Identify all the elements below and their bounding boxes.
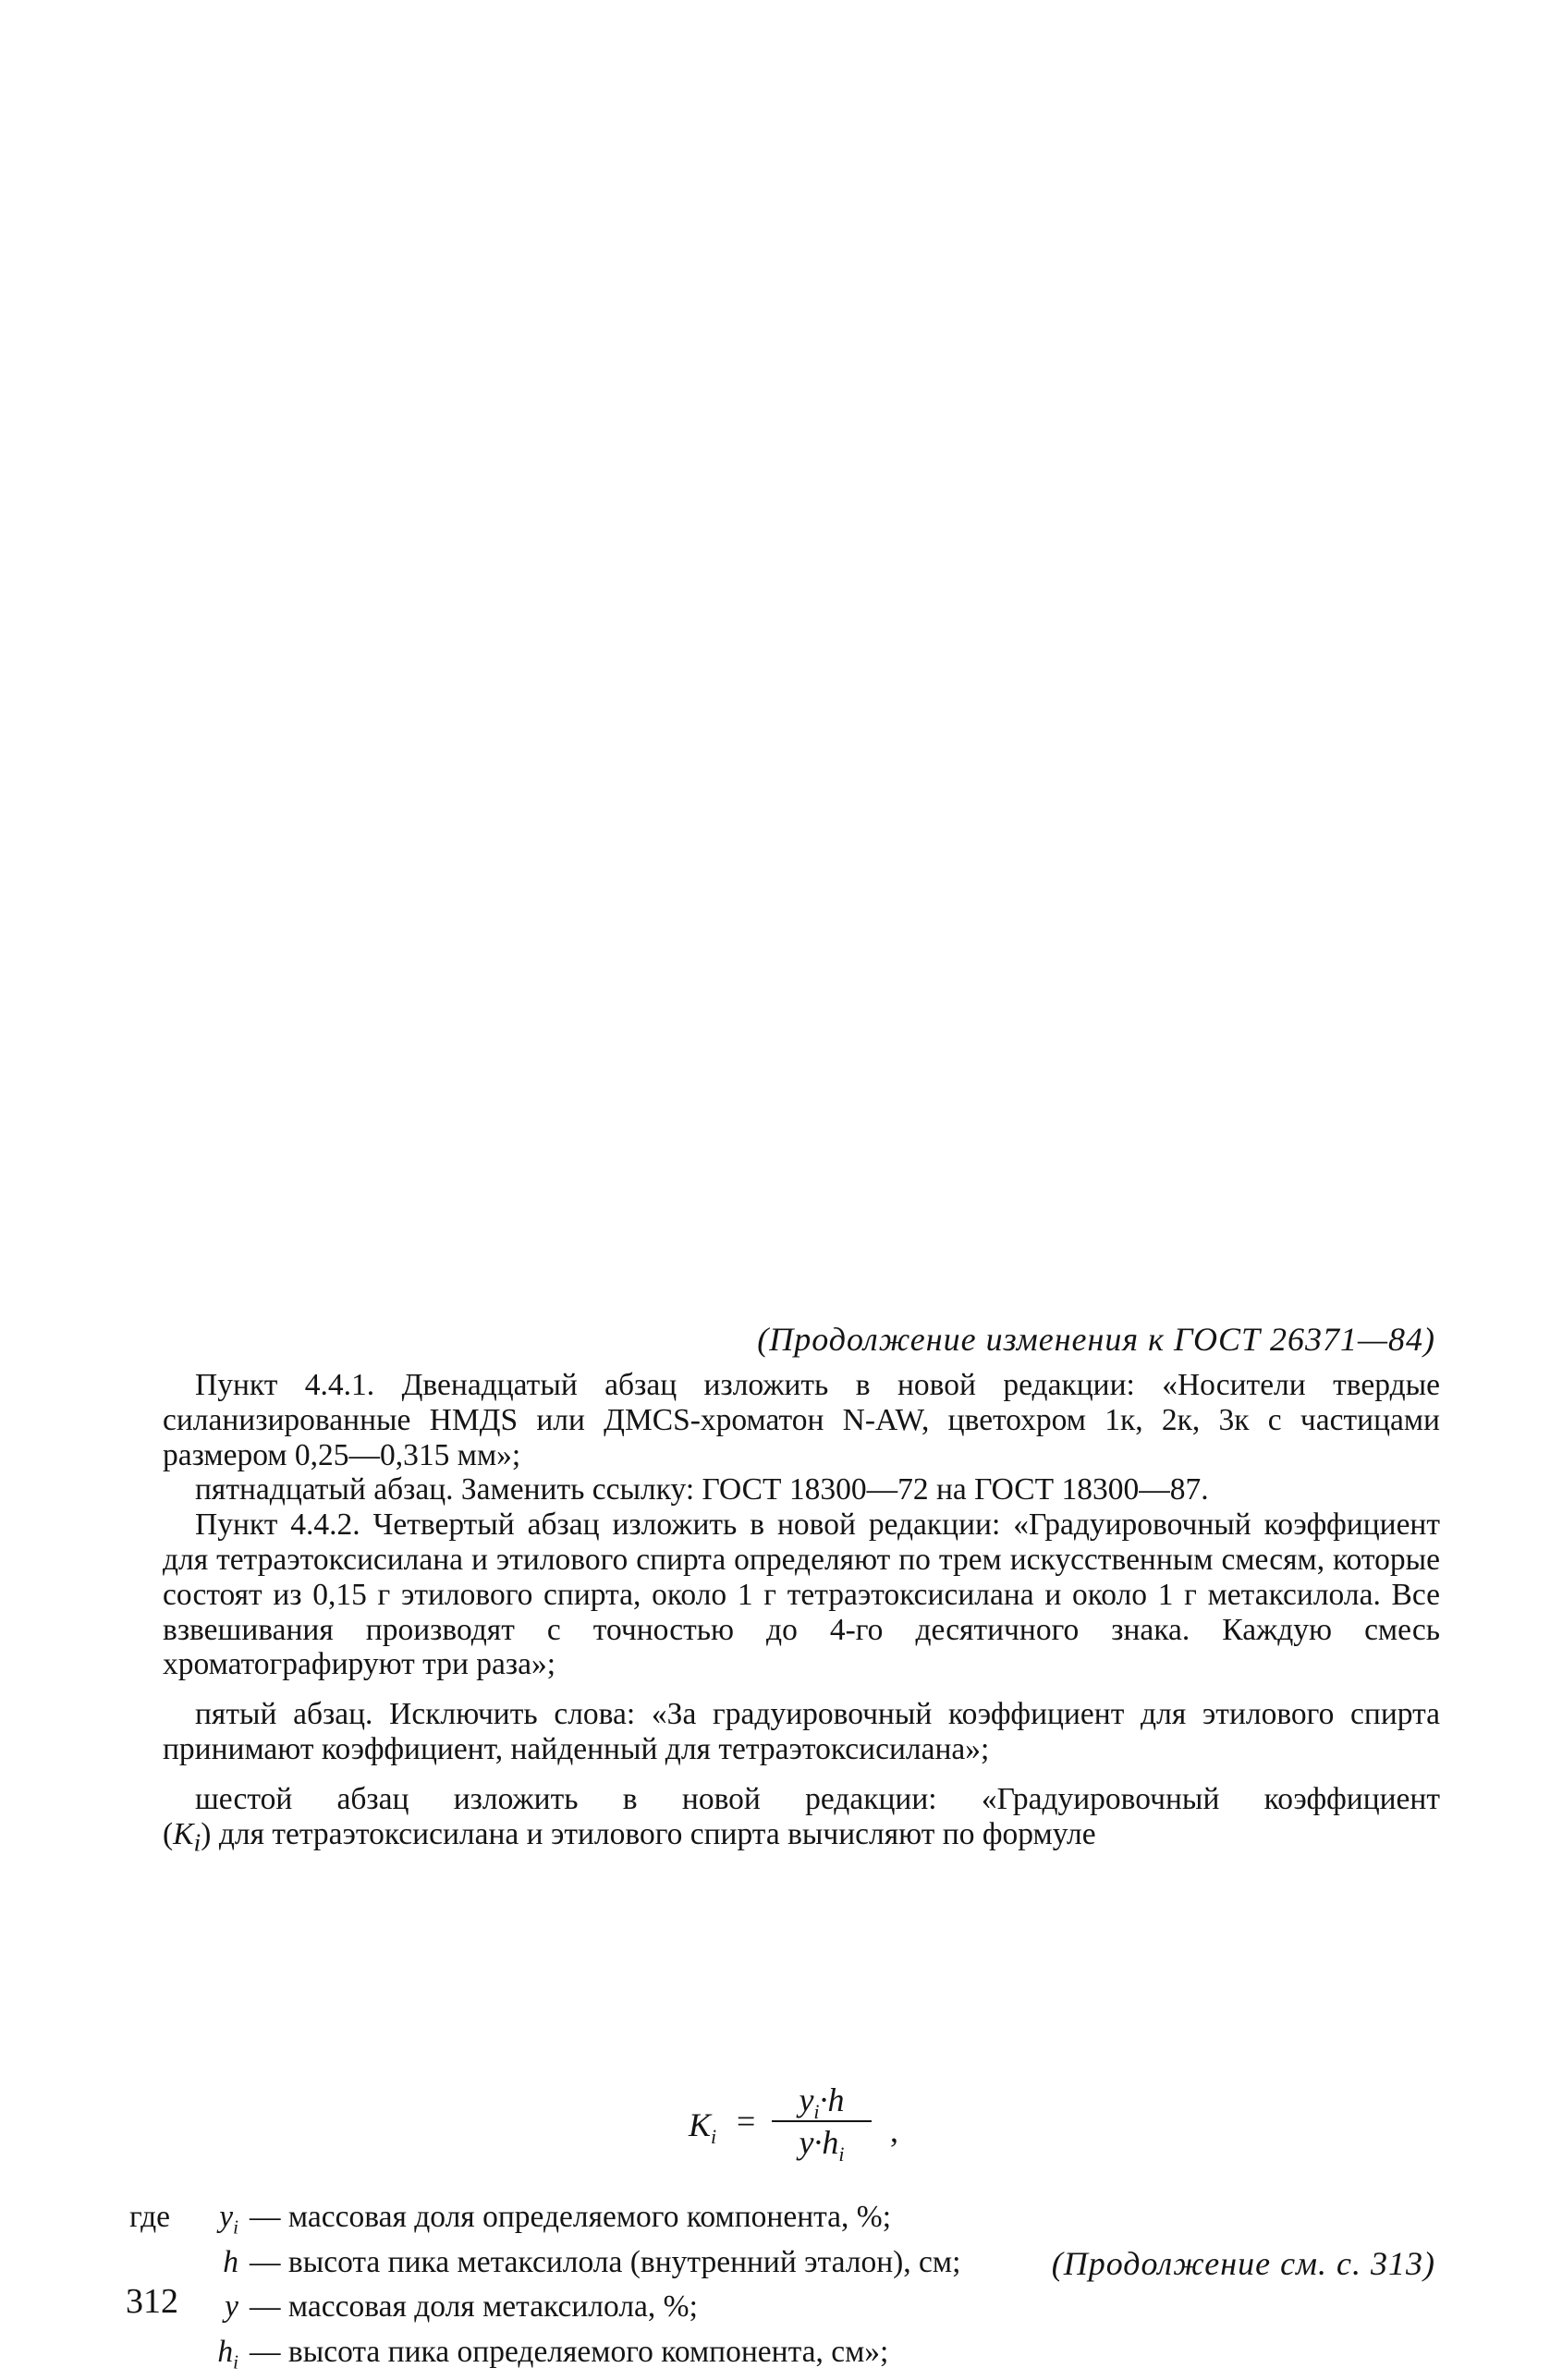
paragraph-1: Пункт 4.4.1. Двенадцатый абзац изложить в новой редакции: «Носители твердые силанизированные НМДS или ДМCS-хроматон N-AW, цветохром 1к, 2к, 3к с частицами размером 0,25—0,315 мм»; [163, 1368, 1440, 1472]
formula-denominator [772, 2124, 872, 2166]
formula-fraction [772, 2081, 872, 2166]
paragraph-5: шестой абзац изложить в новой редакции: «Градуировочный коэффициент [195, 1781, 1440, 1816]
fraction-bar [772, 2120, 872, 2122]
definition-text: — высота пика определяемого компонента, см»; [250, 2335, 889, 2370]
definition-lead: где [129, 2200, 170, 2234]
numerator-y: y [799, 2081, 814, 2118]
numerator-h: ·h [819, 2081, 845, 2118]
definition-symbol-letter: y [225, 2289, 238, 2325]
paragraph-4: пятый абзац. Исключить слова: «За градуировочный коэффициент для этилового спирта принимают коэффициент, найденный для тетраэтоксисилана»; [163, 1697, 1440, 1766]
paragraph-3: Пункт 4.4.2. Четвертый абзац изложить в новой редакции: «Градуировочный коэффициент для тетраэтоксисилана и этилового спирта определяют по трем искусственным смесям, которые состоят из 0,15 г этилового спирта, около 1 г тетраэтоксисилана и около 1 г метаксилола. Все взвешивания производят с точностью до 4-го десятичного знака. Каждую смесь хроматографируют три раза»; [163, 1507, 1440, 1682]
definition-symbol-letter: h [217, 2335, 234, 2370]
numerator-subscript: i [813, 2100, 820, 2124]
definition-text: — высота пика метаксилола (внутренний эталон), см; [250, 2244, 961, 2279]
coefficient-subscript: i [193, 1828, 201, 1858]
definition-symbol [185, 2335, 250, 2380]
definition-symbol [185, 2200, 250, 2245]
definition-symbol-subscript: i [233, 2350, 238, 2374]
formula-lhs-symbol: K [689, 2106, 712, 2143]
paragraph-5-continued [163, 1817, 1440, 1861]
definition-symbol-subscript: i [233, 2215, 238, 2239]
formula-equals: = [737, 2103, 756, 2140]
continuation-note: (Продолжение см. с. 313) [1051, 2245, 1435, 2282]
paren-close: ) [201, 1816, 212, 1851]
definition-text: — массовая доля метаксилола, %; [250, 2289, 698, 2325]
definition-symbol-letter: y [219, 2200, 234, 2234]
definition-symbol-letter: h [223, 2244, 238, 2279]
formula-lhs [689, 2105, 716, 2149]
paragraph-5-rest: для тетраэтоксисилана и этилового спирта вычисляют по формуле [211, 1816, 1096, 1851]
definition-row [129, 2335, 1239, 2380]
formula [689, 2081, 929, 2165]
formula-numerator [772, 2081, 872, 2124]
definition-symbol [185, 2289, 250, 2335]
formula-comma: , [890, 2112, 898, 2149]
paren-open: ( [163, 1816, 174, 1851]
paragraph-2: пятнадцатый абзац. Заменить ссылку: ГОСТ 18300—72 на ГОСТ 18300—87. [195, 1472, 1209, 1507]
coefficient-symbol: K [173, 1816, 194, 1851]
definitions-list [129, 2200, 1239, 2380]
denominator-subscript: i [838, 2142, 845, 2166]
page-header: (Продолжение изменения к ГОСТ 26371—84) [757, 1321, 1435, 1358]
definition-row [129, 2289, 1239, 2335]
page-number: 312 [126, 2282, 178, 2321]
definition-row [129, 2200, 1239, 2245]
definition-text: — массовая доля определяемого компонента, %; [250, 2200, 891, 2234]
body-text [163, 1368, 1440, 1861]
formula-lhs-subscript: i [711, 2125, 717, 2149]
denominator-yh: y·h [799, 2124, 839, 2161]
